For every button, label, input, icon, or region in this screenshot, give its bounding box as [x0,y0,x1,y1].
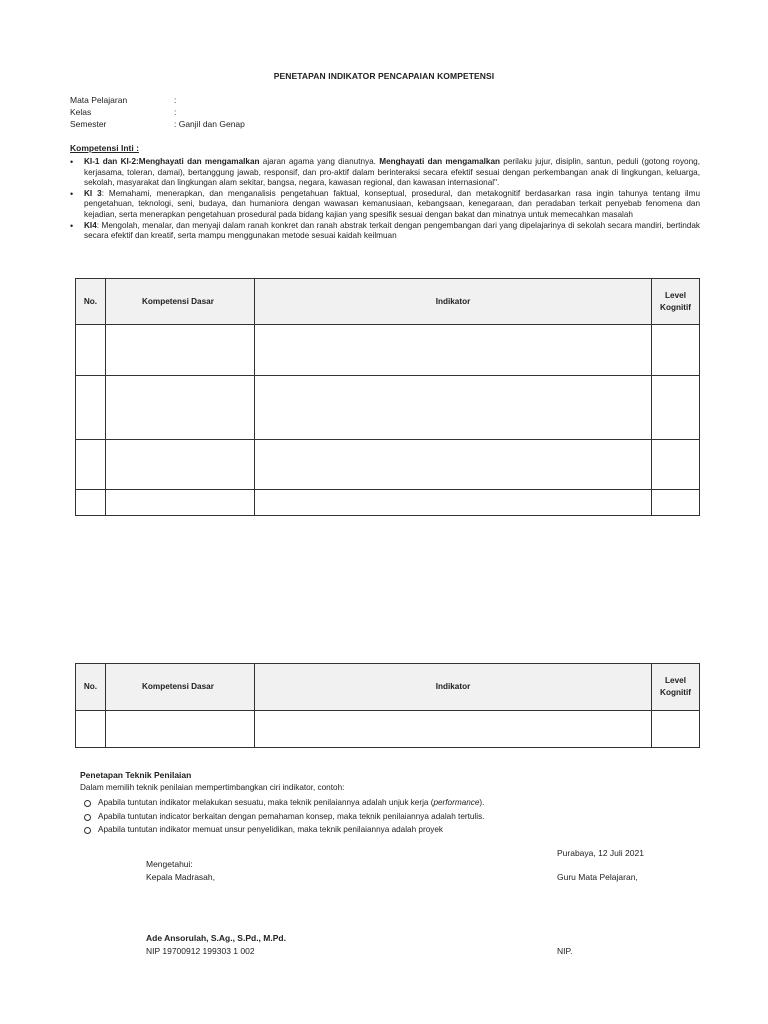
penilaian-list [84,796,484,837]
meta-label: Mata Pelajaran [70,95,128,105]
penilaian-title: Penetapan Teknik Penilaian [80,770,192,780]
kd-table-1 [75,278,700,516]
ki-bold-text: KI-1 dan KI-2:Menghayati dan mengamalkan [84,157,260,166]
cell-kd[interactable] [106,376,255,440]
header-level: Level Kognitif [652,279,700,325]
cell-no[interactable] [76,325,106,376]
ki-text: perilaku jujur, disiplin, santun, peduli (gotong royong, kerjasama, toleran, damai), bertanggung jawab, responsif, dan pro-aktif dalam berinteraksi secara efektif sesuai dengan perkembangan anak di lingkungan, keluarga, sekolah, masyarakat dan lingkungan alam sekitar, bangsa, negara, kawasan regional, dan kawasan internasional". [84,157,700,188]
kd-table-2 [75,663,700,748]
circle-bullet-icon [84,800,91,807]
meta-label: Semester [70,119,107,129]
cell-level[interactable] [652,711,700,748]
item-text: Apabila tuntutan indikator melakukan sesuatu, maka teknik penilaiannya adalah unjuk kerja ( [98,798,434,807]
meta-row-mata-pelajaran [70,95,176,105]
cell-level[interactable] [652,490,700,516]
cell-no[interactable] [76,440,106,490]
cell-kd[interactable] [106,440,255,490]
header-indikator: Indikator [255,279,652,325]
cell-indikator[interactable] [255,376,652,440]
table-row [76,711,700,748]
cell-indikator[interactable] [255,325,652,376]
cell-indikator[interactable] [255,711,652,748]
cell-level[interactable] [652,376,700,440]
table-row [76,490,700,516]
list-item [84,810,484,824]
meta-label: Kelas [70,107,92,117]
table-row [76,325,700,376]
cell-no[interactable] [76,376,106,440]
bullet-icon: • [70,188,74,199]
cell-no[interactable] [76,711,106,748]
table-header-row [76,664,700,711]
cell-level[interactable] [652,325,700,376]
header-level: Level Kognitif [652,664,700,711]
ki-item [70,221,700,242]
table-header-row [76,279,700,325]
item-text: ). [479,798,485,807]
kepala-label: Kepala Madrasah, [146,872,215,882]
item-text: Apabila tuntutan indikator memuat unsur penyelidikan, maka teknik penilaiannya adalah proyek [98,825,443,834]
header-no: No. [76,279,106,325]
penilaian-intro: Dalam memilih teknik penilaian mempertimbangkan ciri indikator, contoh: [80,783,345,792]
cell-level[interactable] [652,440,700,490]
cell-kd[interactable] [106,490,255,516]
meta-value: : [174,95,177,105]
place-date: Purabaya, 12 Juli 2021 [557,848,644,858]
ki-text: : Memahami, menerapkan, dan menganalisis pengetahuan faktual, konseptual, prosedural, dan metakognitif berdasarkan rasa ingin tahunya tentang ilmu pengetahuan, teknologi, seni, budaya, dan humaniora dengan wawasan kemanusiaan, kebangsaan, kenegaraan, dan peradaban terkait penyebab fenomena dan kejadian, serta menerapkan pengetahuan prosedural pada bidang kajian yang spesifik sesuai dengan bakat dan minatnya untuk memecahkan masalah [84,188,700,219]
item-italic-text: performance [433,798,480,807]
header-no: No. [76,664,106,711]
list-item [84,796,484,810]
bullet-icon: • [70,157,74,167]
cell-indikator[interactable] [255,440,652,490]
meta-value: : [174,107,177,117]
meta-row-semester [70,119,245,129]
mengetahui-label: Mengetahui: [146,859,193,869]
header-kd: Kompetensi Dasar [106,664,255,711]
ki-text: ajaran agama yang dianutnya. [259,157,380,166]
header-indikator: Indikator [255,664,652,711]
ki-list [70,157,700,242]
ki-item [70,189,700,221]
guru-label: Guru Mata Pelajaran, [557,872,638,882]
circle-bullet-icon [84,814,91,821]
table-row [76,376,700,440]
bullet-icon: • [70,220,74,231]
ki-bold-text: Menghayati dan mengamalkan [379,157,501,166]
document-title: PENETAPAN INDIKATOR PENCAPAIAN KOMPETENSI [273,71,495,81]
meta-value: : Ganjil dan Genap [174,119,245,129]
cell-no[interactable] [76,490,106,516]
ki-heading: Kompetensi Inti : [70,143,139,153]
cell-indikator[interactable] [255,490,652,516]
circle-bullet-icon [84,827,91,834]
ki-text: : Mengolah, menalar, dan menyaji dalam ranah konkret dan ranah abstrak terkait dengan pengembangan dari yang dipelajarinya di sekolah secara mandiri, bertindak secara efektif dan kreatif, serta mampu menggunakan metode sesuai kaidah keilmuan [84,220,700,241]
kepala-name: Ade Ansorulah, S.Ag., S.Pd., M.Pd. [146,933,286,943]
kepala-nip: NIP 19700912 199303 1 002 [146,946,255,956]
item-text: Apabila tuntutan indicator berkaitan dengan pemahaman konsep, maka teknik penilaiannya adalah tertulis. [98,811,485,821]
ki-bold-text: KI4 [84,220,97,230]
cell-kd[interactable] [106,711,255,748]
cell-kd[interactable] [106,325,255,376]
header-kd: Kompetensi Dasar [106,279,255,325]
guru-nip: NIP. [557,946,573,956]
ki-item [70,157,700,189]
meta-row-kelas [70,107,176,117]
list-item [84,823,484,837]
ki-bold-text: KI 3 [84,188,102,198]
table-row [76,440,700,490]
